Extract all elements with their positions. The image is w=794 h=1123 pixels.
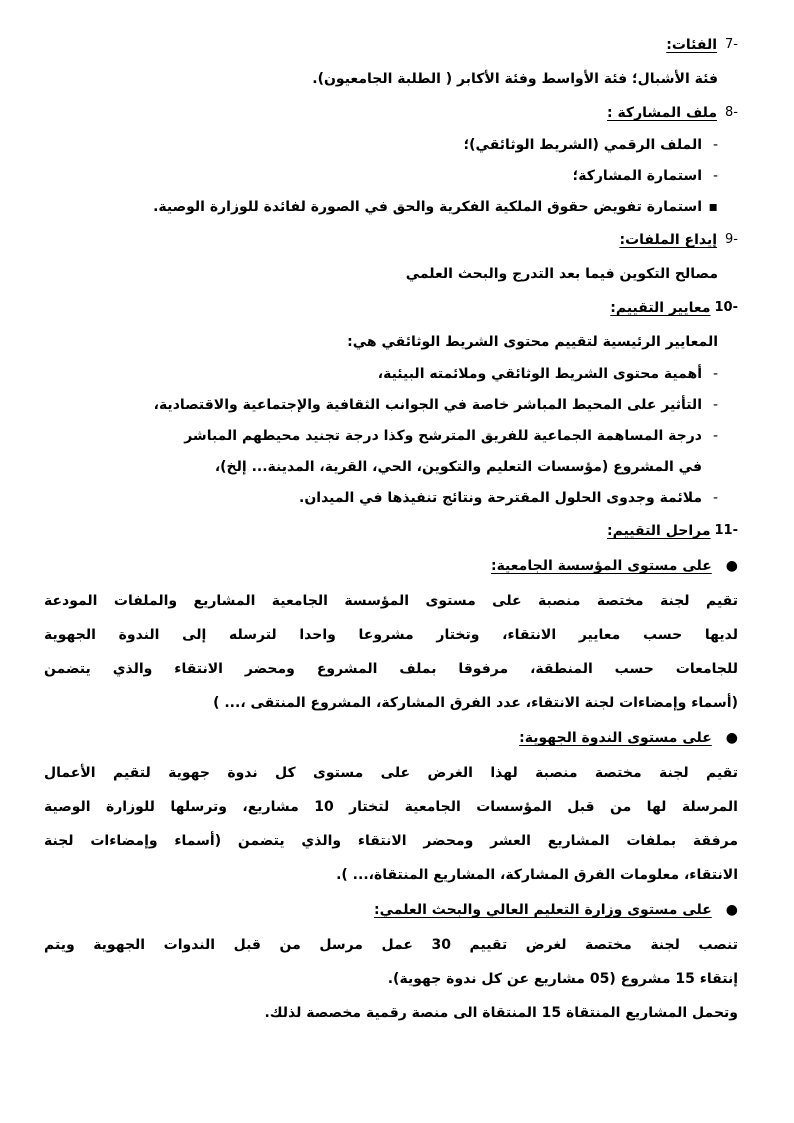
list-item — [44, 192, 718, 223]
list-item-text-continued: في المشروع (مؤسسات التعليم والتكوين، الحي، القرية، المدينة... إلخ)، — [214, 459, 702, 475]
text-line: مرفقة بملفات المشاريع العشر ومحضر الانتقاء والذي يتضمن (أسماء وإمضاءات لجنة — [44, 833, 738, 849]
text-line: المرسلة لها من قبل المؤسسات الجامعية لتختار 10 مشاريع، وترسلها للوزارة الوصية — [44, 799, 738, 815]
section-title: معايير التقييم: — [610, 300, 711, 316]
level-ministry-text — [44, 928, 738, 1030]
text-line: الانتقاء، معلومات الفرق المشاركة، المشاريع المنتقاة،... ). — [336, 867, 738, 883]
section-7-heading — [44, 28, 738, 62]
list-item — [44, 359, 718, 390]
text-line: تقيم لجنة مختصة منصبة لهذا الغرض على مستوى كل ندوة جهوية لتقيم الأعمال — [44, 765, 738, 781]
participation-file-list — [44, 130, 718, 223]
dash-bullet-icon: - — [712, 490, 718, 506]
list-item-text: استمارة تفويض حقوق الملكية الفكرية والحق في الصورة لفائدة للوزارة الوصية. — [153, 199, 702, 215]
round-bullet-icon: ● — [725, 558, 738, 574]
dash-bullet-icon: - — [712, 168, 718, 184]
section-11-heading — [44, 514, 738, 548]
level-regional-heading — [44, 720, 738, 756]
text-line: للجامعات حسب المنطقة، مرفوقا بملف المشروع ومحضر الانتقاء والذي يتضمن — [44, 661, 738, 677]
list-item — [44, 130, 718, 161]
level-university-text — [44, 584, 738, 720]
section-9-heading — [44, 223, 738, 257]
section-7-text: فئة الأشبال؛ فئة الأواسط وفئة الأكابر ( الطلبة الجامعيون). — [312, 71, 718, 87]
dash-bullet-icon: - — [712, 137, 718, 153]
level-university-heading — [44, 548, 738, 584]
list-item-text: التأثير على المحيط المباشر خاصة في الجوانب الثقافية والإجتماعية والاقتصادية، — [153, 397, 702, 413]
level-title: على مستوى المؤسسة الجامعية: — [490, 558, 712, 574]
section-number: -10 — [714, 300, 738, 315]
section-10-intro: المعايير الرئيسية لتقييم محتوى الشريط الوثائقي هي: — [347, 334, 718, 350]
list-item — [44, 483, 718, 514]
list-item-text: استمارة المشاركة؛ — [572, 168, 702, 184]
level-ministry-heading — [44, 892, 738, 928]
section-9-text: مصالح التكوين فيما بعد التدرج والبحث العلمي — [405, 266, 718, 282]
dash-bullet-icon: - — [712, 366, 718, 382]
section-title: إيداع الملفات: — [619, 232, 718, 248]
text-line: إنتقاء 15 مشروع (05 مشاريع عن كل ندوة جهوية). — [387, 971, 738, 987]
text-line: تنصب لجنة مختصة لغرض تقييم 30 عمل مرسل من قبل الندوات الجهوية ويتم — [44, 937, 738, 953]
evaluation-criteria-list — [44, 359, 718, 514]
text-line: لديها حسب معايير الانتقاء، وتختار مشروعا واحدا لترسله إلى الندوة الجهوية — [44, 627, 738, 643]
dash-bullet-icon: - — [712, 428, 718, 444]
list-item — [44, 161, 718, 192]
section-8-heading — [44, 96, 738, 130]
document-page — [44, 28, 738, 1030]
round-bullet-icon: ● — [725, 902, 738, 918]
section-title: ملف المشاركة : — [606, 105, 718, 121]
section-title: الفئات: — [666, 37, 718, 53]
section-number: -7 — [725, 37, 738, 52]
level-regional-text — [44, 756, 738, 892]
section-title: مراحل التقييم: — [607, 523, 711, 539]
section-10-heading — [44, 291, 738, 325]
section-number: -8 — [725, 105, 738, 120]
list-item-text: درجة المساهمة الجماعية للفريق المترشح وكذا درجة تجنيد محيطهم المباشر — [184, 428, 702, 444]
level-title: على مستوى وزارة التعليم العالي والبحث العلمي: — [374, 902, 712, 918]
text-line: (أسماء وإمضاءات لجنة الانتقاء، عدد الفرق المشاركة، المشروع المنتقى ،... ) — [213, 695, 738, 711]
text-line: تقيم لجنة مختصة منصبة على مستوى المؤسسة الجامعية المشاريع والملفات المودعة — [44, 593, 738, 609]
level-title: على مستوى الندوة الجهوية: — [519, 730, 712, 746]
square-bullet-icon: ▪ — [708, 199, 718, 215]
list-item — [44, 421, 718, 483]
section-number: -11 — [714, 523, 738, 538]
text-line: وتحمل المشاريع المنتقاة 15 المنتقاة الى منصة رقمية مخصصة لذلك. — [264, 1005, 738, 1021]
list-item — [44, 390, 718, 421]
dash-bullet-icon: - — [712, 397, 718, 413]
list-item-text: ملائمة وجدوى الحلول المقترحة ونتائج تنفيذها في الميدان. — [299, 490, 702, 506]
section-number: -9 — [725, 232, 738, 247]
list-item-text: الملف الرقمي (الشريط الوثائقي)؛ — [463, 137, 702, 153]
round-bullet-icon: ● — [725, 730, 738, 746]
list-item-text: أهمية محتوى الشريط الوثائقي وملائمته البيئية، — [377, 366, 702, 382]
